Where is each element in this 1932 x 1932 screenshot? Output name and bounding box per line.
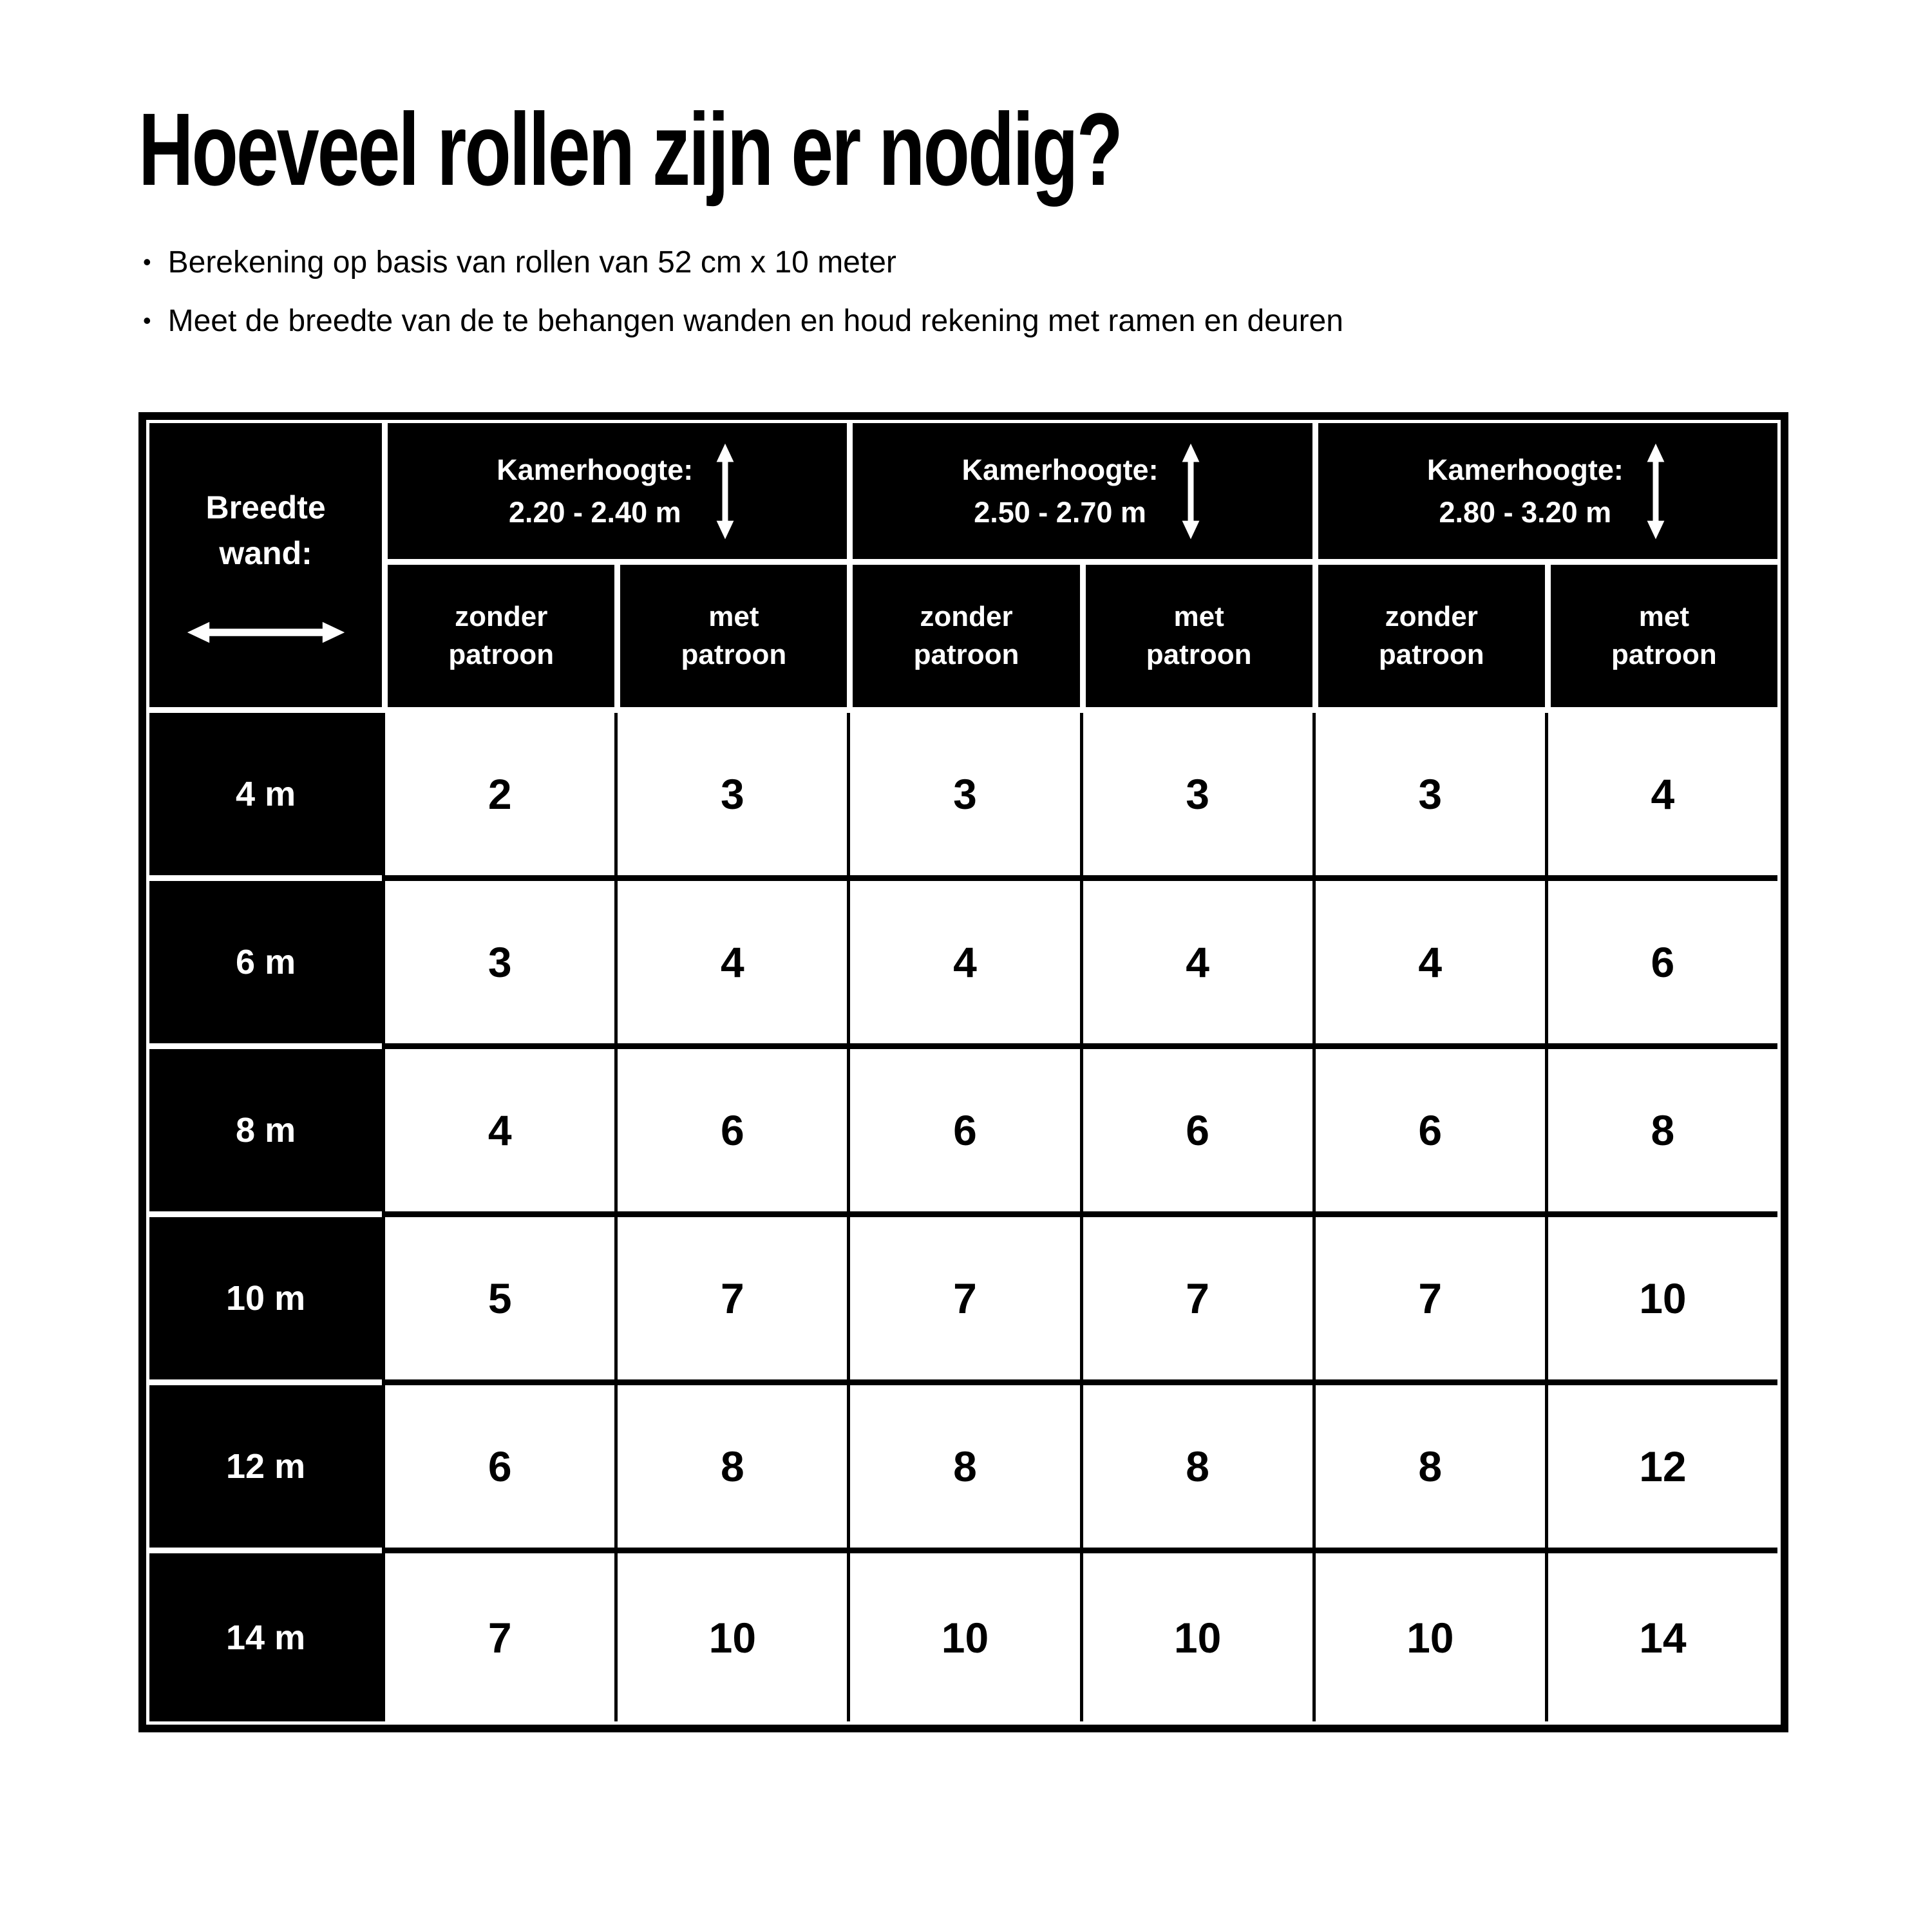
group-title: Kamerhoogte: <box>961 453 1159 487</box>
group-title: Kamerhoogte: <box>497 453 694 487</box>
group-label <box>1427 449 1624 533</box>
table-cell: 12 <box>1545 1385 1777 1553</box>
table-cell: 6 <box>1545 881 1777 1049</box>
table-cell: 4 <box>1080 881 1312 1049</box>
col-header-met-patroon-1: met patroon <box>614 565 847 713</box>
table-cell: 3 <box>847 713 1079 881</box>
vertical-double-arrow-icon <box>1178 442 1204 540</box>
table-cell: 6 <box>1080 1049 1312 1217</box>
table-cell: 4 <box>614 881 847 1049</box>
table-cell: 3 <box>382 881 614 1049</box>
col-group-header-3 <box>1312 423 1777 565</box>
bullet-item <box>143 246 1343 281</box>
table-cell: 14 <box>1545 1553 1777 1721</box>
row-label: 4 m <box>149 713 382 881</box>
table-cell: 7 <box>1312 1217 1545 1385</box>
table-cell: 3 <box>614 713 847 881</box>
group-range: 2.80 - 3.20 m <box>1439 495 1612 529</box>
row-label: 8 m <box>149 1049 382 1217</box>
row-label: 12 m <box>149 1385 382 1553</box>
col-header-met-patroon-3: met patroon <box>1545 565 1777 713</box>
table-cell: 7 <box>614 1217 847 1385</box>
table-cell: 3 <box>1080 713 1312 881</box>
table-cell: 10 <box>847 1553 1079 1721</box>
table-cell: 7 <box>1080 1217 1312 1385</box>
table-cell: 8 <box>614 1385 847 1553</box>
table-cell: 8 <box>1312 1385 1545 1553</box>
table-cell: 6 <box>847 1049 1079 1217</box>
row-label: 6 m <box>149 881 382 1049</box>
table-cell: 6 <box>614 1049 847 1217</box>
group-range: 2.20 - 2.40 m <box>508 495 681 529</box>
col-header-met-patroon-2: met patroon <box>1080 565 1312 713</box>
table-cell: 3 <box>1312 713 1545 881</box>
bullet-text: Meet de breedte van de te behangen wanden en houd rekening met ramen en deuren <box>167 304 1343 338</box>
corner-label-line1: Breedte <box>205 489 326 526</box>
bullet-icon: • <box>143 307 151 334</box>
page-title: Hoeveel rollen zijn er nodig? <box>138 91 1121 207</box>
table-cell: 7 <box>382 1553 614 1721</box>
col-header-zonder-patroon-2: zonder patroon <box>847 565 1079 713</box>
table-cell: 6 <box>382 1385 614 1553</box>
table-cell: 10 <box>614 1553 847 1721</box>
group-label <box>962 449 1159 533</box>
table-cell: 4 <box>1545 713 1777 881</box>
table-cell: 7 <box>847 1217 1079 1385</box>
vertical-double-arrow-icon <box>1643 442 1669 540</box>
table-cell: 5 <box>382 1217 614 1385</box>
table-cell: 10 <box>1080 1553 1312 1721</box>
rolls-needed-table <box>138 412 1788 1732</box>
group-range: 2.50 - 2.70 m <box>974 495 1146 529</box>
group-title: Kamerhoogte: <box>1426 453 1624 487</box>
col-header-zonder-patroon-1: zonder patroon <box>382 565 614 713</box>
table-cell: 6 <box>1312 1049 1545 1217</box>
table-cell: 8 <box>847 1385 1079 1553</box>
bullet-item <box>143 305 1343 340</box>
horizontal-double-arrow-icon <box>185 619 347 646</box>
row-label: 10 m <box>149 1217 382 1385</box>
corner-label-line2: wand: <box>219 535 312 571</box>
table-cell: 4 <box>382 1049 614 1217</box>
col-group-header-1 <box>382 423 847 565</box>
table-cell: 8 <box>1080 1385 1312 1553</box>
table-cell: 10 <box>1545 1217 1777 1385</box>
table-cell: 4 <box>847 881 1079 1049</box>
table-cell: 4 <box>1312 881 1545 1049</box>
table-cell: 10 <box>1312 1553 1545 1721</box>
bullet-icon: • <box>143 249 151 275</box>
table-corner-header <box>149 423 382 713</box>
table-cell: 8 <box>1545 1049 1777 1217</box>
table-cell: 2 <box>382 713 614 881</box>
bullet-text: Berekening op basis van rollen van 52 cm x 10 meter <box>167 245 896 279</box>
vertical-double-arrow-icon <box>712 442 738 540</box>
row-label: 14 m <box>226 1618 306 1657</box>
group-label <box>497 449 693 533</box>
col-header-zonder-patroon-3: zonder patroon <box>1312 565 1545 713</box>
col-group-header-2 <box>847 423 1312 565</box>
table-grid <box>146 420 1781 1725</box>
bullet-list <box>143 246 1343 363</box>
